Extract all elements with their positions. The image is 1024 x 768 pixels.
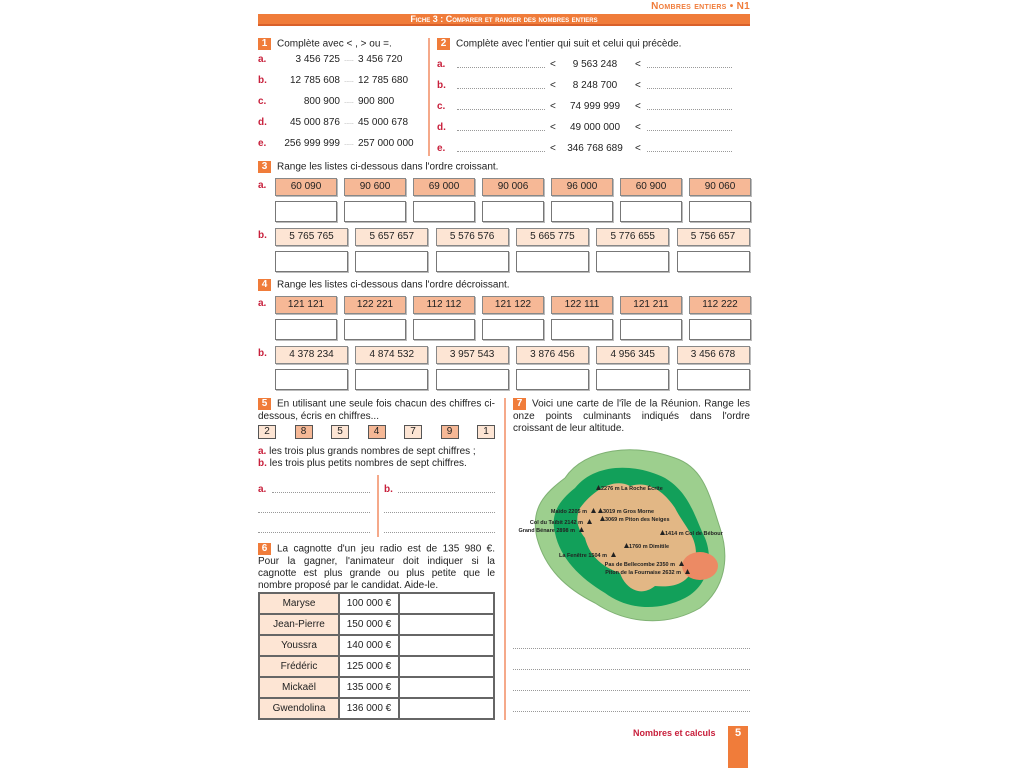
exercise-1 <box>258 38 426 156</box>
less-than: < <box>635 122 641 133</box>
row-label: b. <box>258 348 267 359</box>
answer-label-b: b. <box>384 484 393 495</box>
number-card: 90 600 <box>344 178 406 196</box>
peak-label: 2276 m La Roche Écrite <box>601 486 663 492</box>
answer-blank[interactable] <box>647 58 732 68</box>
answer-line[interactable] <box>513 690 750 691</box>
less-than: < <box>635 59 641 70</box>
comparison-row <box>258 137 426 151</box>
divider <box>504 398 506 720</box>
comparison-blank[interactable]: ..... <box>344 98 354 105</box>
label: b. <box>258 458 267 469</box>
map-volcano <box>682 552 718 580</box>
proposed-amount: 135 000 € <box>339 677 399 698</box>
exercise-prompt: La cagnotte d'un jeu radio est de 135 980 €. Pour la gagner, l'animateur doit indiquer si la cagnotte est plus grande ou plus petite que le nombre proposé par le candidat. Aide-le. <box>258 543 495 591</box>
exercise-2 <box>437 38 750 156</box>
answer-box[interactable] <box>596 251 669 272</box>
answer-line[interactable] <box>258 532 370 533</box>
number: 49 000 000 <box>569 122 621 133</box>
answer-box[interactable] <box>677 251 750 272</box>
row-label: b. <box>258 75 267 86</box>
part-text: les trois plus grands nombres de sept chiffres ; <box>269 446 476 457</box>
answer-box[interactable] <box>413 201 475 222</box>
exercise-prompt: En utilisant une seule fois chacun des chiffres ci-dessous, écris en chiffres... <box>258 398 495 422</box>
comparison-blank[interactable]: ..... <box>344 119 354 126</box>
less-than: < <box>550 59 556 70</box>
exercise-prompt: Range les listes ci-dessous dans l'ordre décroissant. <box>277 279 510 291</box>
number-card: 5 665 775 <box>516 228 589 246</box>
answer-box[interactable] <box>620 201 682 222</box>
proposed-amount: 150 000 € <box>339 614 399 635</box>
less-than: < <box>635 101 641 112</box>
digit-card: 5 <box>331 425 349 439</box>
row-label: c. <box>437 101 446 112</box>
number-card: 5 576 576 <box>436 228 509 246</box>
number-card: 5 657 657 <box>355 228 428 246</box>
number-card: 3 957 543 <box>436 346 509 364</box>
answer-box[interactable] <box>275 251 348 272</box>
reunion-map <box>518 438 735 628</box>
proposed-amount: 140 000 € <box>339 635 399 656</box>
row-label: a. <box>258 54 267 65</box>
exercise-number: 5 <box>258 398 271 410</box>
exercise-3-prompt <box>258 161 498 174</box>
comparison-row <box>258 53 426 67</box>
comparison-row <box>258 95 426 109</box>
successor-row <box>437 121 750 135</box>
answer-cell[interactable] <box>399 656 494 677</box>
digit-card: 2 <box>258 425 276 439</box>
digit-card: 9 <box>441 425 459 439</box>
number-card: 5 765 765 <box>275 228 348 246</box>
answer-box[interactable] <box>677 369 750 390</box>
number-card: 121 121 <box>275 296 337 314</box>
successor-row <box>437 100 750 114</box>
answer-blank[interactable] <box>647 142 732 152</box>
peak-label: Pas de Bellecombe 2350 m <box>604 562 675 568</box>
answer-blank[interactable] <box>647 100 732 110</box>
number-card: 90 060 <box>689 178 751 196</box>
part-a <box>258 446 476 458</box>
answer-blank[interactable] <box>457 121 545 131</box>
less-than: < <box>550 101 556 112</box>
answer-box[interactable] <box>275 201 337 222</box>
answer-box[interactable] <box>689 201 751 222</box>
comparison-blank[interactable]: ..... <box>344 77 354 84</box>
right-number: 12 785 680 <box>358 75 409 86</box>
candidates-table <box>258 592 495 720</box>
row-label: e. <box>437 143 446 154</box>
answer-blank[interactable] <box>457 100 545 110</box>
exercise-7 <box>513 398 750 435</box>
number-card: 69 000 <box>413 178 475 196</box>
answer-box[interactable] <box>436 251 509 272</box>
successor-row <box>437 79 750 93</box>
peak-label: 1760 m Dimitile <box>629 544 670 550</box>
peak-label: 3019 m Gros Morne <box>603 509 655 515</box>
row-label: a. <box>437 59 446 70</box>
exercise-number: 1 <box>258 38 271 50</box>
answer-box[interactable] <box>344 201 406 222</box>
answer-box[interactable] <box>689 319 751 340</box>
right-number: 257 000 000 <box>358 138 414 149</box>
answer-box[interactable] <box>620 319 682 340</box>
peak-label: Piton de la Fournaise 2632 m <box>605 570 681 576</box>
answer-line[interactable] <box>513 648 750 649</box>
number-card: 121 211 <box>620 296 682 314</box>
table-row <box>259 593 494 614</box>
digit-card: 7 <box>404 425 422 439</box>
successor-row <box>437 142 750 156</box>
divider <box>428 38 430 156</box>
exercise-prompt: Voici une carte de l'île de la Réunion. Range les onze points culminants indiqués dans l'ordre croissant de leur altitude. <box>513 398 750 434</box>
row-label: d. <box>437 122 446 133</box>
answer-label-a: a. <box>258 484 267 495</box>
exercise-number: 7 <box>513 398 526 410</box>
number: 346 768 689 <box>567 143 623 154</box>
table-row <box>259 656 494 677</box>
number-card: 90 006 <box>482 178 544 196</box>
successor-row <box>437 58 750 72</box>
exercise-number: 6 <box>258 543 271 555</box>
proposed-amount: 125 000 € <box>339 656 399 677</box>
comparison-blank[interactable]: ..... <box>344 140 354 147</box>
answer-line[interactable] <box>384 512 495 513</box>
answer-box[interactable] <box>516 369 589 390</box>
left-number: 45 000 876 <box>289 117 340 128</box>
answer-blank[interactable] <box>457 142 545 152</box>
exercise-prompt: Complète avec l'entier qui suit et celui qui précède. <box>456 38 682 50</box>
answer-box[interactable] <box>516 251 589 272</box>
row-label: b. <box>437 80 446 91</box>
peak-label: La Fenêtre 1504 m <box>559 553 607 559</box>
comparison-row <box>258 116 426 130</box>
peak-label: Grand Bénare 2898 m <box>518 528 575 534</box>
number-card: 3 456 678 <box>677 346 750 364</box>
peak-label: Maïdo 2205 m <box>550 509 587 515</box>
number-card: 5 756 657 <box>677 228 750 246</box>
answer-blank[interactable] <box>647 79 732 89</box>
table-row <box>259 635 494 656</box>
number-card: 3 876 456 <box>516 346 589 364</box>
part-b <box>258 458 467 470</box>
answer-box[interactable] <box>551 319 613 340</box>
candidate-name: Youssra <box>259 635 339 656</box>
number-card: 4 874 532 <box>355 346 428 364</box>
answer-box[interactable] <box>551 201 613 222</box>
answer-line[interactable] <box>398 492 495 493</box>
answer-line[interactable] <box>384 532 495 533</box>
exercise-prompt: Range les listes ci-dessous dans l'ordre croissant. <box>277 161 499 173</box>
right-number: 3 456 720 <box>358 54 403 65</box>
footer-section: Nombres et calculs <box>633 728 716 738</box>
answer-cell[interactable] <box>399 698 494 719</box>
number: 8 248 700 <box>572 80 618 91</box>
answer-blank[interactable] <box>457 58 545 68</box>
exercise-number: 3 <box>258 161 271 173</box>
less-than: < <box>550 122 556 133</box>
answer-box[interactable] <box>275 319 337 340</box>
right-number: 45 000 678 <box>358 117 409 128</box>
answer-blank[interactable] <box>457 79 545 89</box>
left-number: 800 900 <box>303 96 340 107</box>
answer-cell[interactable] <box>399 635 494 656</box>
exercise-4-prompt <box>258 279 510 292</box>
answer-box[interactable] <box>482 319 544 340</box>
answer-box[interactable] <box>413 319 475 340</box>
candidate-name: Gwendolina <box>259 698 339 719</box>
row-label: d. <box>258 117 267 128</box>
answer-box[interactable] <box>355 251 428 272</box>
candidate-name: Maryse <box>259 593 339 614</box>
answer-line[interactable] <box>513 669 750 670</box>
number-card: 112 112 <box>413 296 475 314</box>
number-card: 122 221 <box>344 296 406 314</box>
part-text: les trois plus petits nombres de sept chiffres. <box>269 458 467 469</box>
comparison-row <box>258 74 426 88</box>
number-card: 60 090 <box>275 178 337 196</box>
sheet-title: Fiche 3 : Comparer et ranger des nombres entiers <box>258 14 750 26</box>
answer-box[interactable] <box>275 369 348 390</box>
right-number: 900 800 <box>358 96 395 107</box>
row-label: a. <box>258 298 267 309</box>
proposed-amount: 100 000 € <box>339 593 399 614</box>
peak-label: 3069 m Piton des Neiges <box>605 517 670 523</box>
number-card: 112 222 <box>689 296 751 314</box>
exercise-5 <box>258 398 495 423</box>
less-than: < <box>635 143 641 154</box>
left-number: 3 456 725 <box>295 54 340 65</box>
exercise-6 <box>258 543 495 592</box>
peak-label: 1414 m Col de Bébour <box>665 531 723 537</box>
answer-box[interactable] <box>482 201 544 222</box>
divider <box>377 475 379 537</box>
digit-cards <box>258 425 495 440</box>
proposed-amount: 136 000 € <box>339 698 399 719</box>
answer-line[interactable] <box>272 492 370 493</box>
exercise-number: 4 <box>258 279 271 291</box>
number-card: 60 900 <box>620 178 682 196</box>
answer-box[interactable] <box>436 369 509 390</box>
answer-box[interactable] <box>355 369 428 390</box>
answer-line[interactable] <box>513 711 750 712</box>
row-label: e. <box>258 138 267 149</box>
row-label: c. <box>258 96 267 107</box>
row-label: a. <box>258 180 267 191</box>
peak-label: Col du Taïbit 2142 m <box>529 520 583 526</box>
number-card: 4 956 345 <box>596 346 669 364</box>
less-than: < <box>635 80 641 91</box>
exercise-prompt: Complète avec < , > ou =. <box>277 38 392 50</box>
answer-cell[interactable] <box>399 614 494 635</box>
number-card: 4 378 234 <box>275 346 348 364</box>
label: a. <box>258 446 267 457</box>
answer-cell[interactable] <box>399 593 494 614</box>
number-card: 96 000 <box>551 178 613 196</box>
exercise-number: 2 <box>437 38 450 50</box>
digit-card: 1 <box>477 425 495 439</box>
digit-card: 4 <box>368 425 386 439</box>
exercise-4 <box>258 296 750 392</box>
answer-box[interactable] <box>596 369 669 390</box>
answer-cell[interactable] <box>399 677 494 698</box>
number-card: 121 122 <box>482 296 544 314</box>
number: 74 999 999 <box>569 101 621 112</box>
row-label: b. <box>258 230 267 241</box>
left-number: 256 999 999 <box>284 138 340 149</box>
table-row <box>259 614 494 635</box>
number-card: 5 776 655 <box>596 228 669 246</box>
candidate-name: Mickaël <box>259 677 339 698</box>
less-than: < <box>550 80 556 91</box>
answer-line[interactable] <box>258 512 370 513</box>
page-number: 5 <box>728 726 748 768</box>
table-row <box>259 677 494 698</box>
candidate-name: Frédéric <box>259 656 339 677</box>
left-number: 12 785 608 <box>289 75 340 86</box>
less-than: < <box>550 143 556 154</box>
digit-card: 8 <box>295 425 313 439</box>
answer-box[interactable] <box>344 319 406 340</box>
chapter-title: Nombres entiers • N1 <box>651 1 750 12</box>
candidate-name: Jean-Pierre <box>259 614 339 635</box>
exercise-3 <box>258 178 750 274</box>
table-row <box>259 698 494 719</box>
number: 9 563 248 <box>572 59 618 70</box>
answer-blank[interactable] <box>647 121 732 131</box>
number-card: 122 111 <box>551 296 613 314</box>
comparison-blank[interactable]: ..... <box>344 56 354 63</box>
